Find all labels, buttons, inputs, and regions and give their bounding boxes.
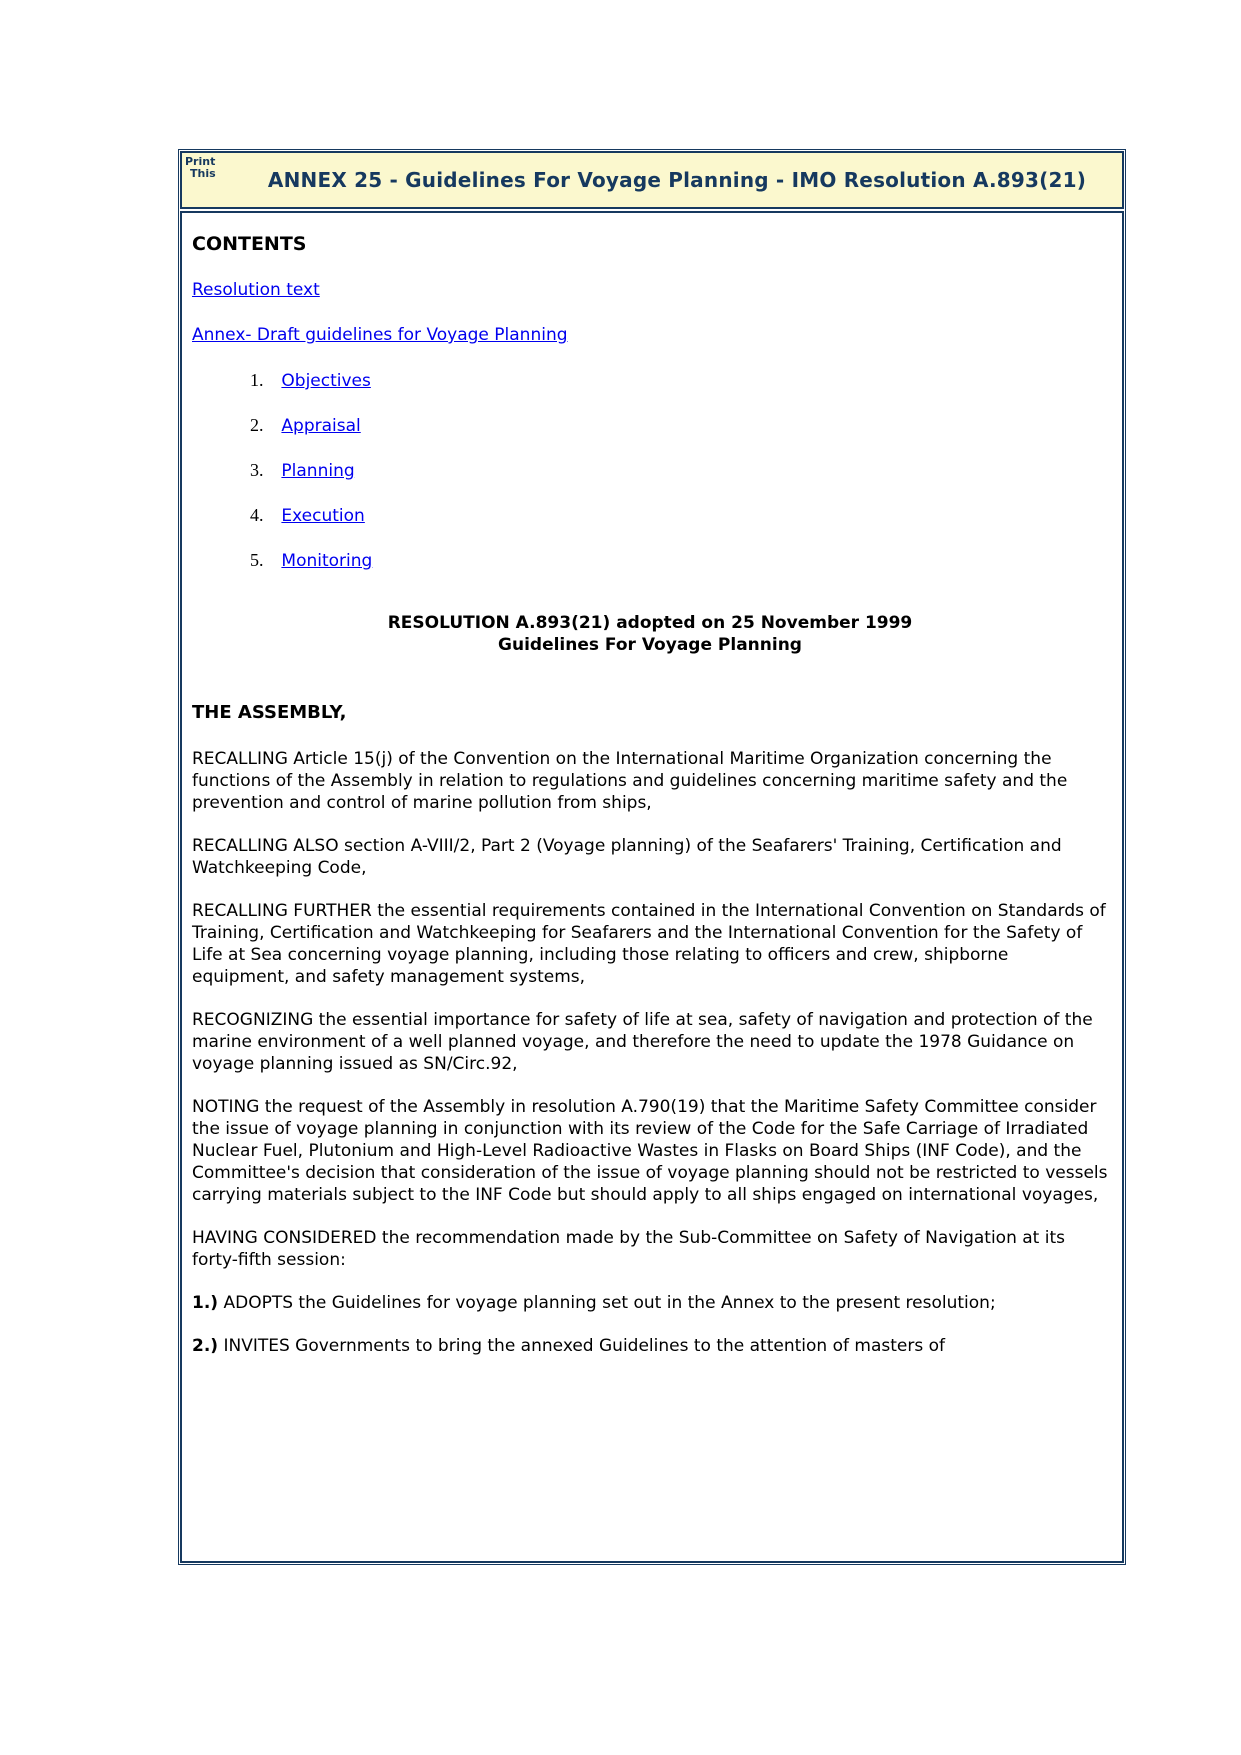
print-this-label-line2: This [190, 167, 216, 180]
toc-item-number: 5. [250, 550, 264, 570]
resolution-paragraph-recognizing: RECOGNIZING the essential importance for safety of life at sea, safety of navigation and protection of the marine environment of a well planned voyage, and therefore the need to update the 1978 Guidance on voyage planning issued as SN/Circ.92, [192, 1010, 1093, 1074]
toc-link-annex-draft-guidelines[interactable]: Annex- Draft guidelines for Voyage Planning [192, 325, 568, 345]
toc-item-number: 2. [250, 415, 264, 435]
resolution-paragraph-having-considered: HAVING CONSIDERED the recommendation made by the Sub-Committee on Safety of Navigation at its forty-fifth session: [192, 1228, 1065, 1270]
toc-entry [192, 279, 1108, 301]
clause-2-number: 2.) [192, 1336, 219, 1356]
page-title: ANNEX 25 - Guidelines For Voyage Planning - IMO Resolution A.893(21) [267, 168, 1087, 192]
resolution-paragraph-recalling-further: RECALLING FURTHER the essential requirements contained in the International Convention on Standards of Training, Certification and Watchkeeping for Seafarers and the International Convention for the Safety of Life at Sea concerning voyage planning, including those relating to officers and crew, shipborne equipment, and safety management systems, [192, 901, 1106, 987]
toc-item-number: 3. [250, 460, 264, 480]
toc-numbered-list [192, 369, 1108, 572]
resolution-paragraph-recalling: RECALLING Article 15(j) of the Convention on the International Maritime Organization concerning the functions of the Assembly in relation to regulations and guidelines concerning maritime safety and the prevention and control of marine pollution from ships, [192, 749, 1068, 813]
document-body [180, 211, 1124, 1563]
toc-entry [192, 324, 1108, 346]
toc-list-item [192, 549, 1108, 572]
document-header [180, 151, 1124, 209]
toc-list-item [192, 414, 1108, 437]
toc-link-objectives[interactable]: Objectives [281, 371, 371, 391]
toc-link-appraisal[interactable]: Appraisal [281, 416, 361, 436]
print-this-label-line1: Print [185, 155, 216, 168]
toc-link-resolution-text[interactable]: Resolution text [192, 280, 320, 300]
toc-item-number: 4. [250, 505, 264, 525]
toc-list-item [192, 459, 1108, 482]
operative-clause-2 [192, 1335, 1108, 1357]
resolution-heading-line2: Guidelines For Voyage Planning [498, 635, 802, 655]
document-frame [178, 149, 1126, 1565]
resolution-heading-line1: RESOLUTION A.893(21) adopted on 25 November 1999 [387, 613, 913, 633]
clause-1-text: ADOPTS the Guidelines for voyage planning set out in the Annex to the present resolution; [223, 1293, 996, 1313]
clause-1-number: 1.) [192, 1293, 219, 1313]
toc-link-planning[interactable]: Planning [281, 461, 355, 481]
resolution-paragraph-recalling-also: RECALLING ALSO section A-VIII/2, Part 2 (Voyage planning) of the Seafarers' Training, Certification and Watchkeeping Code, [192, 836, 1062, 878]
toc-list-item [192, 504, 1108, 527]
resolution-paragraph-noting: NOTING the request of the Assembly in resolution A.790(19) that the Maritime Safety Committee consider the issue of voyage planning in conjunction with its review of the Code for the Safe Carriage of Irradiated Nuclear Fuel, Plutonium and High-Level Radioactive Wastes in Flasks on Board Ships (INF Code), and the Committee's decision that consideration of the issue of voyage planning should not be restricted to vessels carrying materials subject to the INF Code but should apply to all ships engaged on international voyages, [192, 1097, 1108, 1205]
toc-link-monitoring[interactable]: Monitoring [281, 551, 373, 571]
toc-link-execution[interactable]: Execution [281, 506, 365, 526]
toc-item-number: 1. [250, 370, 264, 390]
clause-2-text: INVITES Governments to bring the annexed Guidelines to the attention of masters of [223, 1336, 945, 1356]
print-this-button[interactable] [185, 156, 216, 180]
assembly-salutation: THE ASSEMBLY, [192, 702, 347, 723]
operative-clause-1 [192, 1292, 1108, 1314]
resolution-heading [192, 612, 1108, 656]
toc-list-item [192, 369, 1108, 392]
contents-heading: CONTENTS [192, 233, 307, 255]
